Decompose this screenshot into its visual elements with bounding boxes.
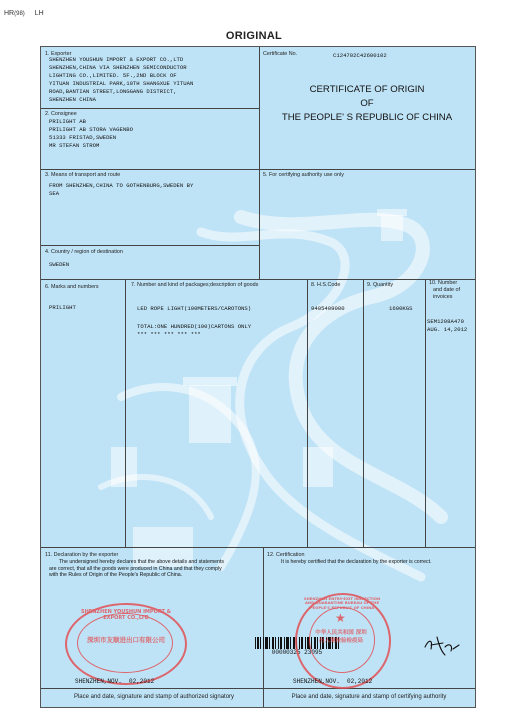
exporter-label: 1. Exporter <box>45 51 72 57</box>
certificate-title-line: OF <box>360 98 374 109</box>
certification-footer: Place and date, signature and stamp of certifying authority <box>291 694 447 700</box>
exporter-line: SHENZHEN CHINA <box>49 96 96 103</box>
authority-stamp-center: 中华人民共和国 深圳 出入境检验检疫局 <box>315 630 367 644</box>
consignee-line: MR STEFAN STROM <box>49 142 100 149</box>
transport-line: FROM SHENZHEN,CHINA TO GOTHENBURG,SWEDEN BY <box>49 182 194 189</box>
declaration-line: The undersigned hereby declares that the above details and statements <box>59 559 224 565</box>
certificate-title <box>259 83 475 125</box>
hs-header: 8. H.S.Code <box>311 282 341 288</box>
star-icon: ★ <box>335 611 346 625</box>
certificate-title-line: THE PEOPLE' S REPUBLIC OF CHINA <box>281 112 453 123</box>
certification-label: 12. Certification <box>267 552 305 558</box>
exporter-line: YITUAN INDUSTRIAL PARK,10TH SHANGXUE YITUAN <box>49 80 194 87</box>
consignee-line: 51333 FRISTAD,SWEDEN <box>49 134 117 141</box>
exporter-line: SHENZHEN,CHINA VIA SHENZHEN SEMICONDUCTOR <box>49 64 187 71</box>
top-mark-left: HR <box>4 10 15 17</box>
declaration-place-date: SHENZHEN,NOV. 02,2012 <box>75 678 155 685</box>
barcode-number: 00000325 23095 <box>271 649 323 656</box>
transport-line: SEA <box>49 190 60 197</box>
exporter-stamp-text: SHENZHEN YOUSHUN IMPORT & EXPORT CO.,LTD <box>81 609 171 621</box>
destination-value: SWEDEN <box>49 261 70 268</box>
goods-header: 7. Number and kind of packages;description of goods <box>131 282 259 288</box>
certificate-no-label: Certificate No. <box>263 51 298 57</box>
transport-label: 3. Means of transport and route <box>45 172 121 178</box>
declaration-line: with the Rules of Origin of the People's Republic of China. <box>49 572 183 579</box>
declaration-line: are correct, that all the goods were produced in China and that they comply <box>49 565 222 572</box>
exporter-line: ROAD,BANTIAN STREET,LONGGANG DISTRICT, <box>49 88 177 95</box>
signature <box>421 633 461 657</box>
authority-use-label: 5. For certifying authority use only <box>263 172 344 178</box>
invoice-header: and date of <box>433 287 460 293</box>
certificate-form <box>40 46 476 708</box>
certificate-title-line: CERTIFICATE OF ORIGIN <box>309 84 425 95</box>
marks-header: 6. Marks and numbers <box>45 284 99 290</box>
top-mark-sub: (98) <box>14 11 25 17</box>
invoice-date-value: AUG. 14,2012 <box>427 326 468 333</box>
certification-place-date: SHENZHEN,NOV. 02,2012 <box>293 678 373 685</box>
exporter-line: SHENZHEN YOUSHUN IMPORT & EXPORT CO.,LTD <box>49 56 184 63</box>
goods-total: TOTAL:ONE HUNDRED(100)CARTONS ONLY <box>137 323 252 330</box>
original-title: ORIGINAL <box>225 30 283 42</box>
exporter-line: LIGHTING CO.,LIMITED. 5F.,2ND BLOCK OF <box>49 72 177 79</box>
invoice-header: invoices <box>433 294 453 300</box>
destination-label: 4. Country / region of destination <box>45 249 123 255</box>
declaration-text <box>49 559 259 579</box>
authority-stamp <box>295 593 391 689</box>
hs-value: 9405409000 <box>311 305 345 312</box>
exporter-stamp-center: 深圳市友顺进出口有限公司 <box>87 636 165 644</box>
certificate-no-value: C124702C42600102 <box>333 52 387 59</box>
authority-stamp-text: SHENZHEN ENTRY-EXIT INSPECTION AND QUARANTINE BUREAU OF THE PEOPLE'S REPUBLIC OF CHINA <box>303 596 381 610</box>
certification-text: It is hereby certified that the declaration by the exporter is correct. <box>281 559 432 565</box>
declaration-footer: Place and date, signature and stamp of authorized signatory <box>73 694 235 700</box>
consignee-label: 2. Consignee <box>45 111 77 117</box>
invoice-header: 10. Number <box>429 280 458 286</box>
top-mark-right: LH <box>34 10 44 17</box>
exporter-stamp <box>65 603 187 685</box>
marks-value: PRILIGHT <box>49 304 76 311</box>
invoice-no-value: SEM1208A470 <box>427 318 464 325</box>
goods-stars: *** *** *** *** *** <box>137 331 201 338</box>
qty-value: 1600KGS <box>389 305 413 312</box>
goods-value: LED ROPE LIGHT(100METERS/CAROTONS) <box>137 305 252 312</box>
declaration-label: 11. Declaration by the exporter <box>45 552 119 558</box>
top-mark <box>4 10 44 17</box>
consignee-line: PRILIGHT AB <box>49 118 86 125</box>
consignee-line: PRILIGHT AB STORA VAGENBO <box>49 126 133 133</box>
qty-header: 9. Quantity <box>367 282 394 288</box>
